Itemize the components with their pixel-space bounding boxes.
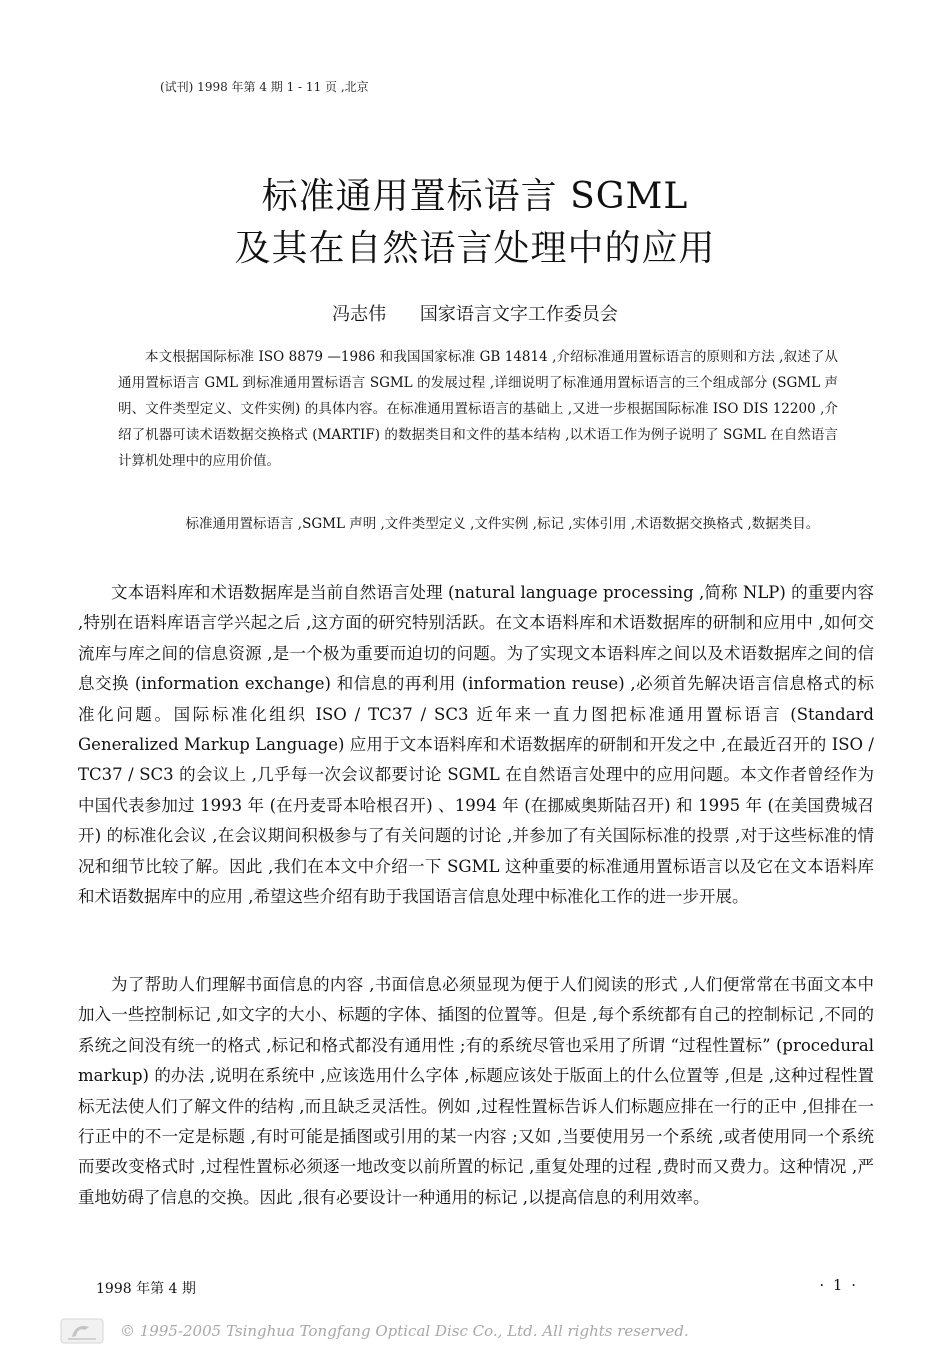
abstract: 本文根据国际标准 ISO 8879 —1986 和我国国家标准 GB 14814 ,介绍标准通用置标语言的原则和方法 ,叙述了从通用置标语言 GML 到标准通用置标语言 SGML 的发展过程 ,详细说明了标准通用置标语言的三个组成部分 (SGML 声明、文件类型定义、文件实例) 的具体内容。在标准通用置标语言的基础上 ,又进一步根据国际标准 ISO DIS 12200 ,介绍了机器可读术语数据交换格式 (MARTIF) 的数据类目和文件的基本结构 ,以术语工作为例子说明了 SGML 在自然语言计算机处理中的应用价值。	[118, 349, 838, 469]
author-name: 冯志伟	[332, 304, 387, 325]
author-affiliation: 国家语言文字工作委员会	[419, 304, 618, 325]
body-paragraph-2: 为了帮助人们理解书面信息的内容 ,书面信息必须显现为便于人们阅读的形式 ,人们便常常在书面文本中加入一些控制标记 ,如文字的大小、标题的字体、插图的位置等。但是 ,每个系统都有自己的控制标记 ,不同的系统之间没有统一的格式 ,标记和格式都没有通用性 ;有的系统尽管也采用了所谓 “过程性置标” (procedural markup) 的办法 ,说明在系统中 ,应该选用什么字体 ,标题应该处于版面上的什么位置等 ,但是 ,这种过程性置标无法使人们了解文件的结构 ,而且缺乏灵活性。例如 ,过程性置标告诉人们标题应排在一行的正中 ,但排在一行正中的不一定是标题 ,有时可能是插图或引用的某一内容 ;又如 ,当要使用另一个系统 ,或者使用同一个系统而要改变格式时 ,过程性置标必须逐一地改变以前所置的标记 ,重复处理的过程 ,费时而又费力。这种情况 ,严重地妨碍了信息的交换。因此 ,很有必要设计一种通用的标记 ,以提高信息的利用效率。	[78, 975, 874, 1207]
footer-issue: 1998 年第 4 期	[96, 1281, 196, 1297]
publisher-logo-icon	[60, 1318, 104, 1344]
running-head: (试刊) 1998 年第 4 期 1 - 11 页 ,北京	[160, 80, 369, 94]
copyright-notice: © 1995-2005 Tsinghua Tongfang Optical Disc Co., Ltd. All rights reserved.	[120, 1322, 689, 1340]
body-paragraph-1: 文本语料库和术语数据库是当前自然语言处理 (natural language processing ,简称 NLP) 的重要内容 ,特别在语料库语言学兴起之后 ,这方面的研究特别活跃。在文本语料库和术语数据库的研制和应用中 ,如何交流库与库之间的信息资源 ,是一个极为重要而迫切的问题。为了实现文本语料库之间以及术语数据库之间的信息交换 (information exchange) 和信息的再利用 (information reuse) ,必须首先解决语言信息格式的标准化问题。国际标准化组织 ISO / TC37 / SC3 近年来一直力图把标准通用置标语言 (Standard Generalized Markup Language) 应用于文本语料库和术语数据库的研制和开发之中 ,在最近召开的 ISO / TC37 / SC3 的会议上 ,几乎每一次会议都要讨论 SGML 在自然语言处理中的应用问题。本文作者曾经作为中国代表参加过 1993 年 (在丹麦哥本哈根召开) 、1994 年 (在挪威奥斯陆召开) 和 1995 年 (在美国费城召开) 的标准化会议 ,在会议期间积极参与了有关问题的讨论 ,并参加了有关国际标准的投票 ,对于这些标准的情况和细节比较了解。因此 ,我们在本文中介绍一下 SGML 这种重要的标准通用置标语言以及它在文本语料库和术语数据库中的应用 ,希望这些介绍有助于我国语言信息处理中标准化工作的进一步开展。	[78, 583, 874, 907]
keywords: 标准通用置标语言 ,SGML 声明 ,文件类型定义 ,文件实例 ,标记 ,实体引用 ,术语数据交换格式 ,数据类目。	[185, 516, 820, 532]
title-line-2: 及其在自然语言处理中的应用	[234, 228, 716, 269]
title-line-1: 标准通用置标语言 SGML	[261, 176, 689, 217]
author-line	[0, 300, 950, 326]
page-number: · 1 ·	[819, 1276, 858, 1294]
